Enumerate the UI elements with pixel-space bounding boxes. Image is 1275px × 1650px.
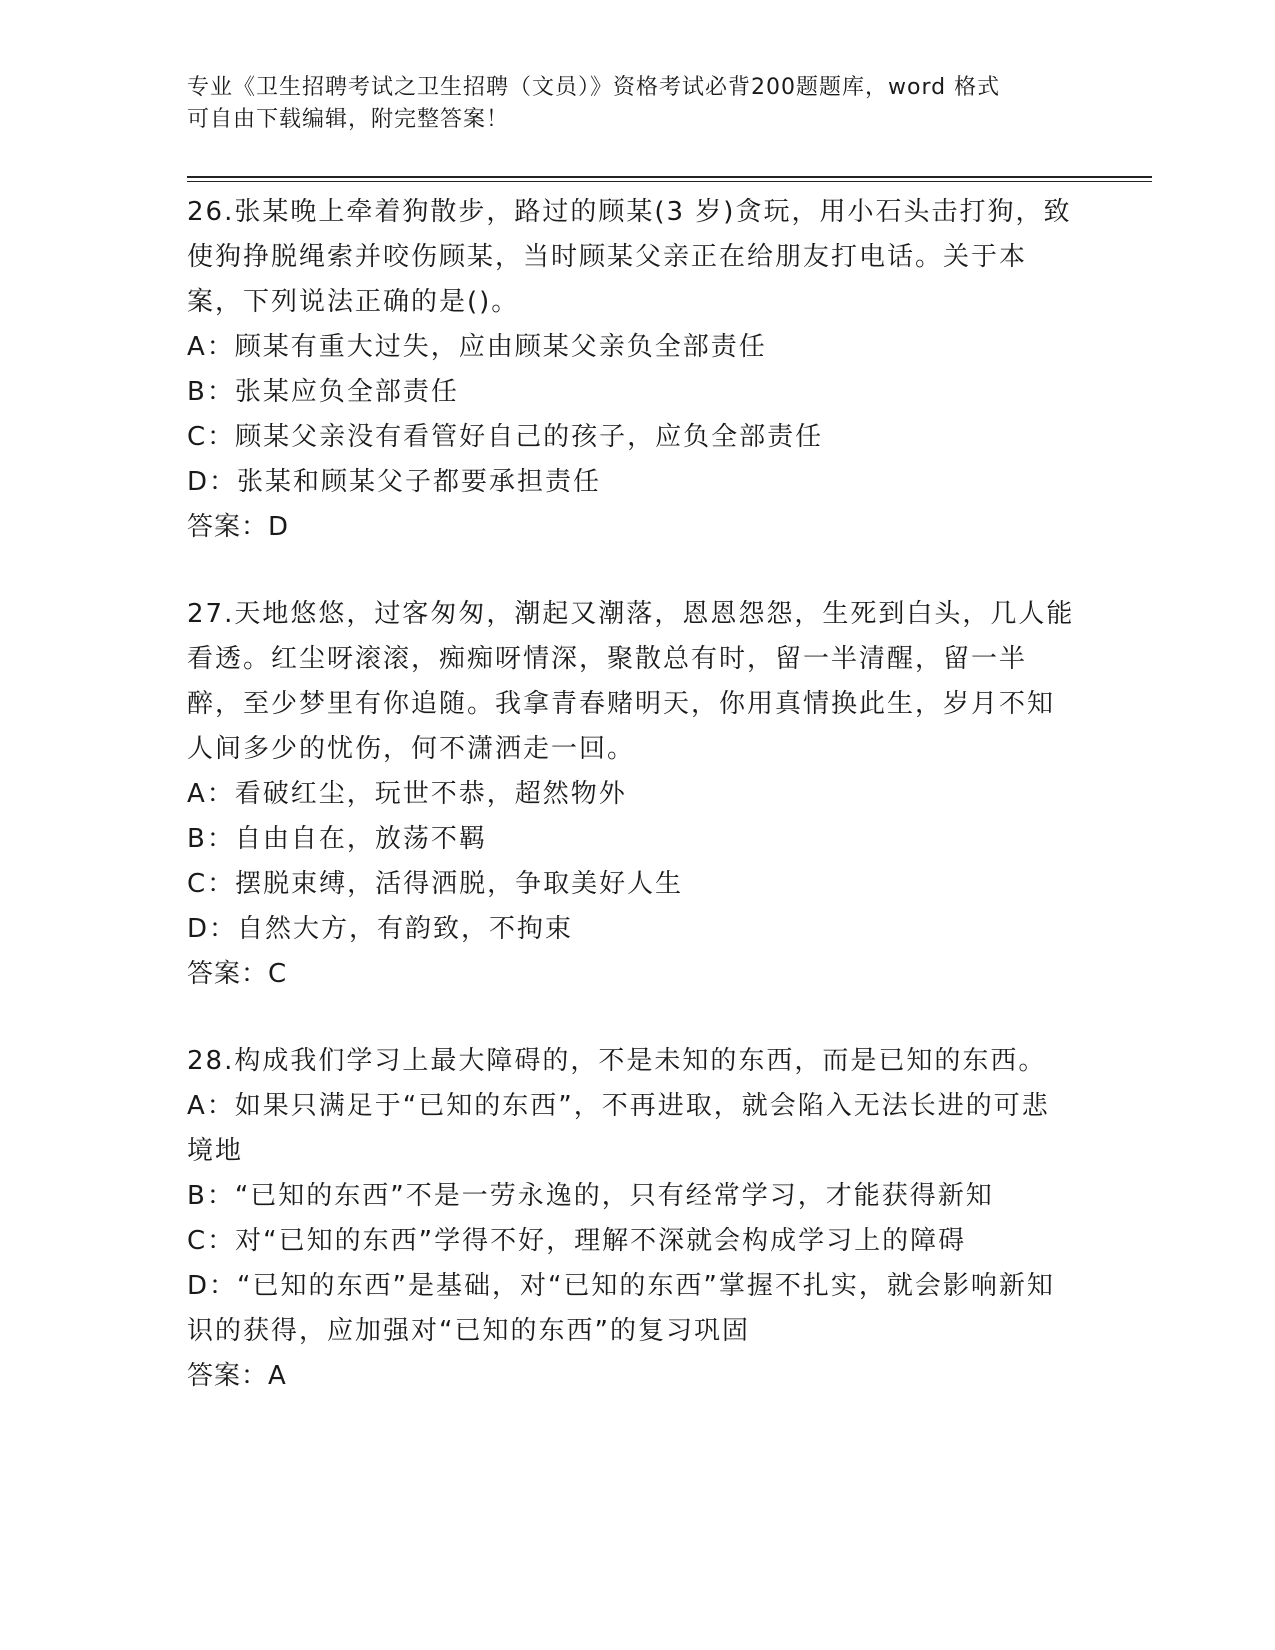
option-c: C：摆脱束缚，活得洒脱，争取美好人生 [187, 869, 684, 899]
answer-label: 答案：C [187, 959, 288, 989]
option-d: D：“已知的东西”是基础，对“已知的东西”掌握不扎实，就会影响新知识的获得，应加强对“已知的东西”的复习巩固 [187, 1271, 1055, 1346]
question-26 [187, 190, 1077, 550]
question-stem: 27.天地悠悠，过客匆匆，潮起又潮落，恩恩怨怨，生死到白头，几人能看透。红尘呀滚滚，痴痴呀情深，聚散总有时，留一半清醒，留一半醉，至少梦里有你追随。我拿青春赌明天，你用真情换此生，岁月不知人间多少的忧伤，何不潇洒走一回。 [187, 599, 1075, 764]
document-header [187, 72, 1087, 136]
option-c: C：对“已知的东西”学得不好，理解不深就会构成学习上的障碍 [187, 1226, 967, 1256]
answer-label: 答案：A [187, 1361, 287, 1391]
option-a: A：看破红尘，玩世不恭，超然物外 [187, 779, 627, 809]
option-d: D：张某和顾某父子都要承担责任 [187, 467, 602, 497]
option-b: B：自由自在，放荡不羁 [187, 824, 487, 854]
option-c: C：顾某父亲没有看管好自己的孩子，应负全部责任 [187, 422, 824, 452]
answer-label: 答案：D [187, 512, 290, 542]
header-line-1: 专业《卫生招聘考试之卫生招聘（文员）》资格考试必背200题题库，word 格式 [187, 75, 1001, 100]
option-d: D：自然大方，有韵致，不拘束 [187, 914, 574, 944]
header-divider-thin [187, 181, 1152, 182]
question-27 [187, 592, 1077, 997]
question-28 [187, 1039, 1077, 1399]
option-a: A：如果只满足于“已知的东西”，不再进取，就会陷入无法长进的可悲境地 [187, 1091, 1050, 1166]
question-stem: 28.构成我们学习上最大障碍的，不是未知的东西，而是已知的东西。 [187, 1046, 1047, 1076]
option-b: B：张某应负全部责任 [187, 377, 459, 407]
question-stem: 26.张某晚上牵着狗散步，路过的顾某(3 岁)贪玩，用小石头击打狗，致使狗挣脱绳索并咬伤顾某，当时顾某父亲正在给朋友打电话。关于本案，下列说法正确的是()。 [187, 197, 1072, 317]
option-b: B：“已知的东西”不是一劳永逸的，只有经常学习，才能获得新知 [187, 1181, 994, 1211]
header-divider-thick [187, 176, 1152, 178]
question-list [187, 190, 1077, 1399]
header-line-2: 可自由下载编辑，附完整答案！ [187, 107, 510, 132]
option-a: A：顾某有重大过失，应由顾某父亲负全部责任 [187, 332, 767, 362]
